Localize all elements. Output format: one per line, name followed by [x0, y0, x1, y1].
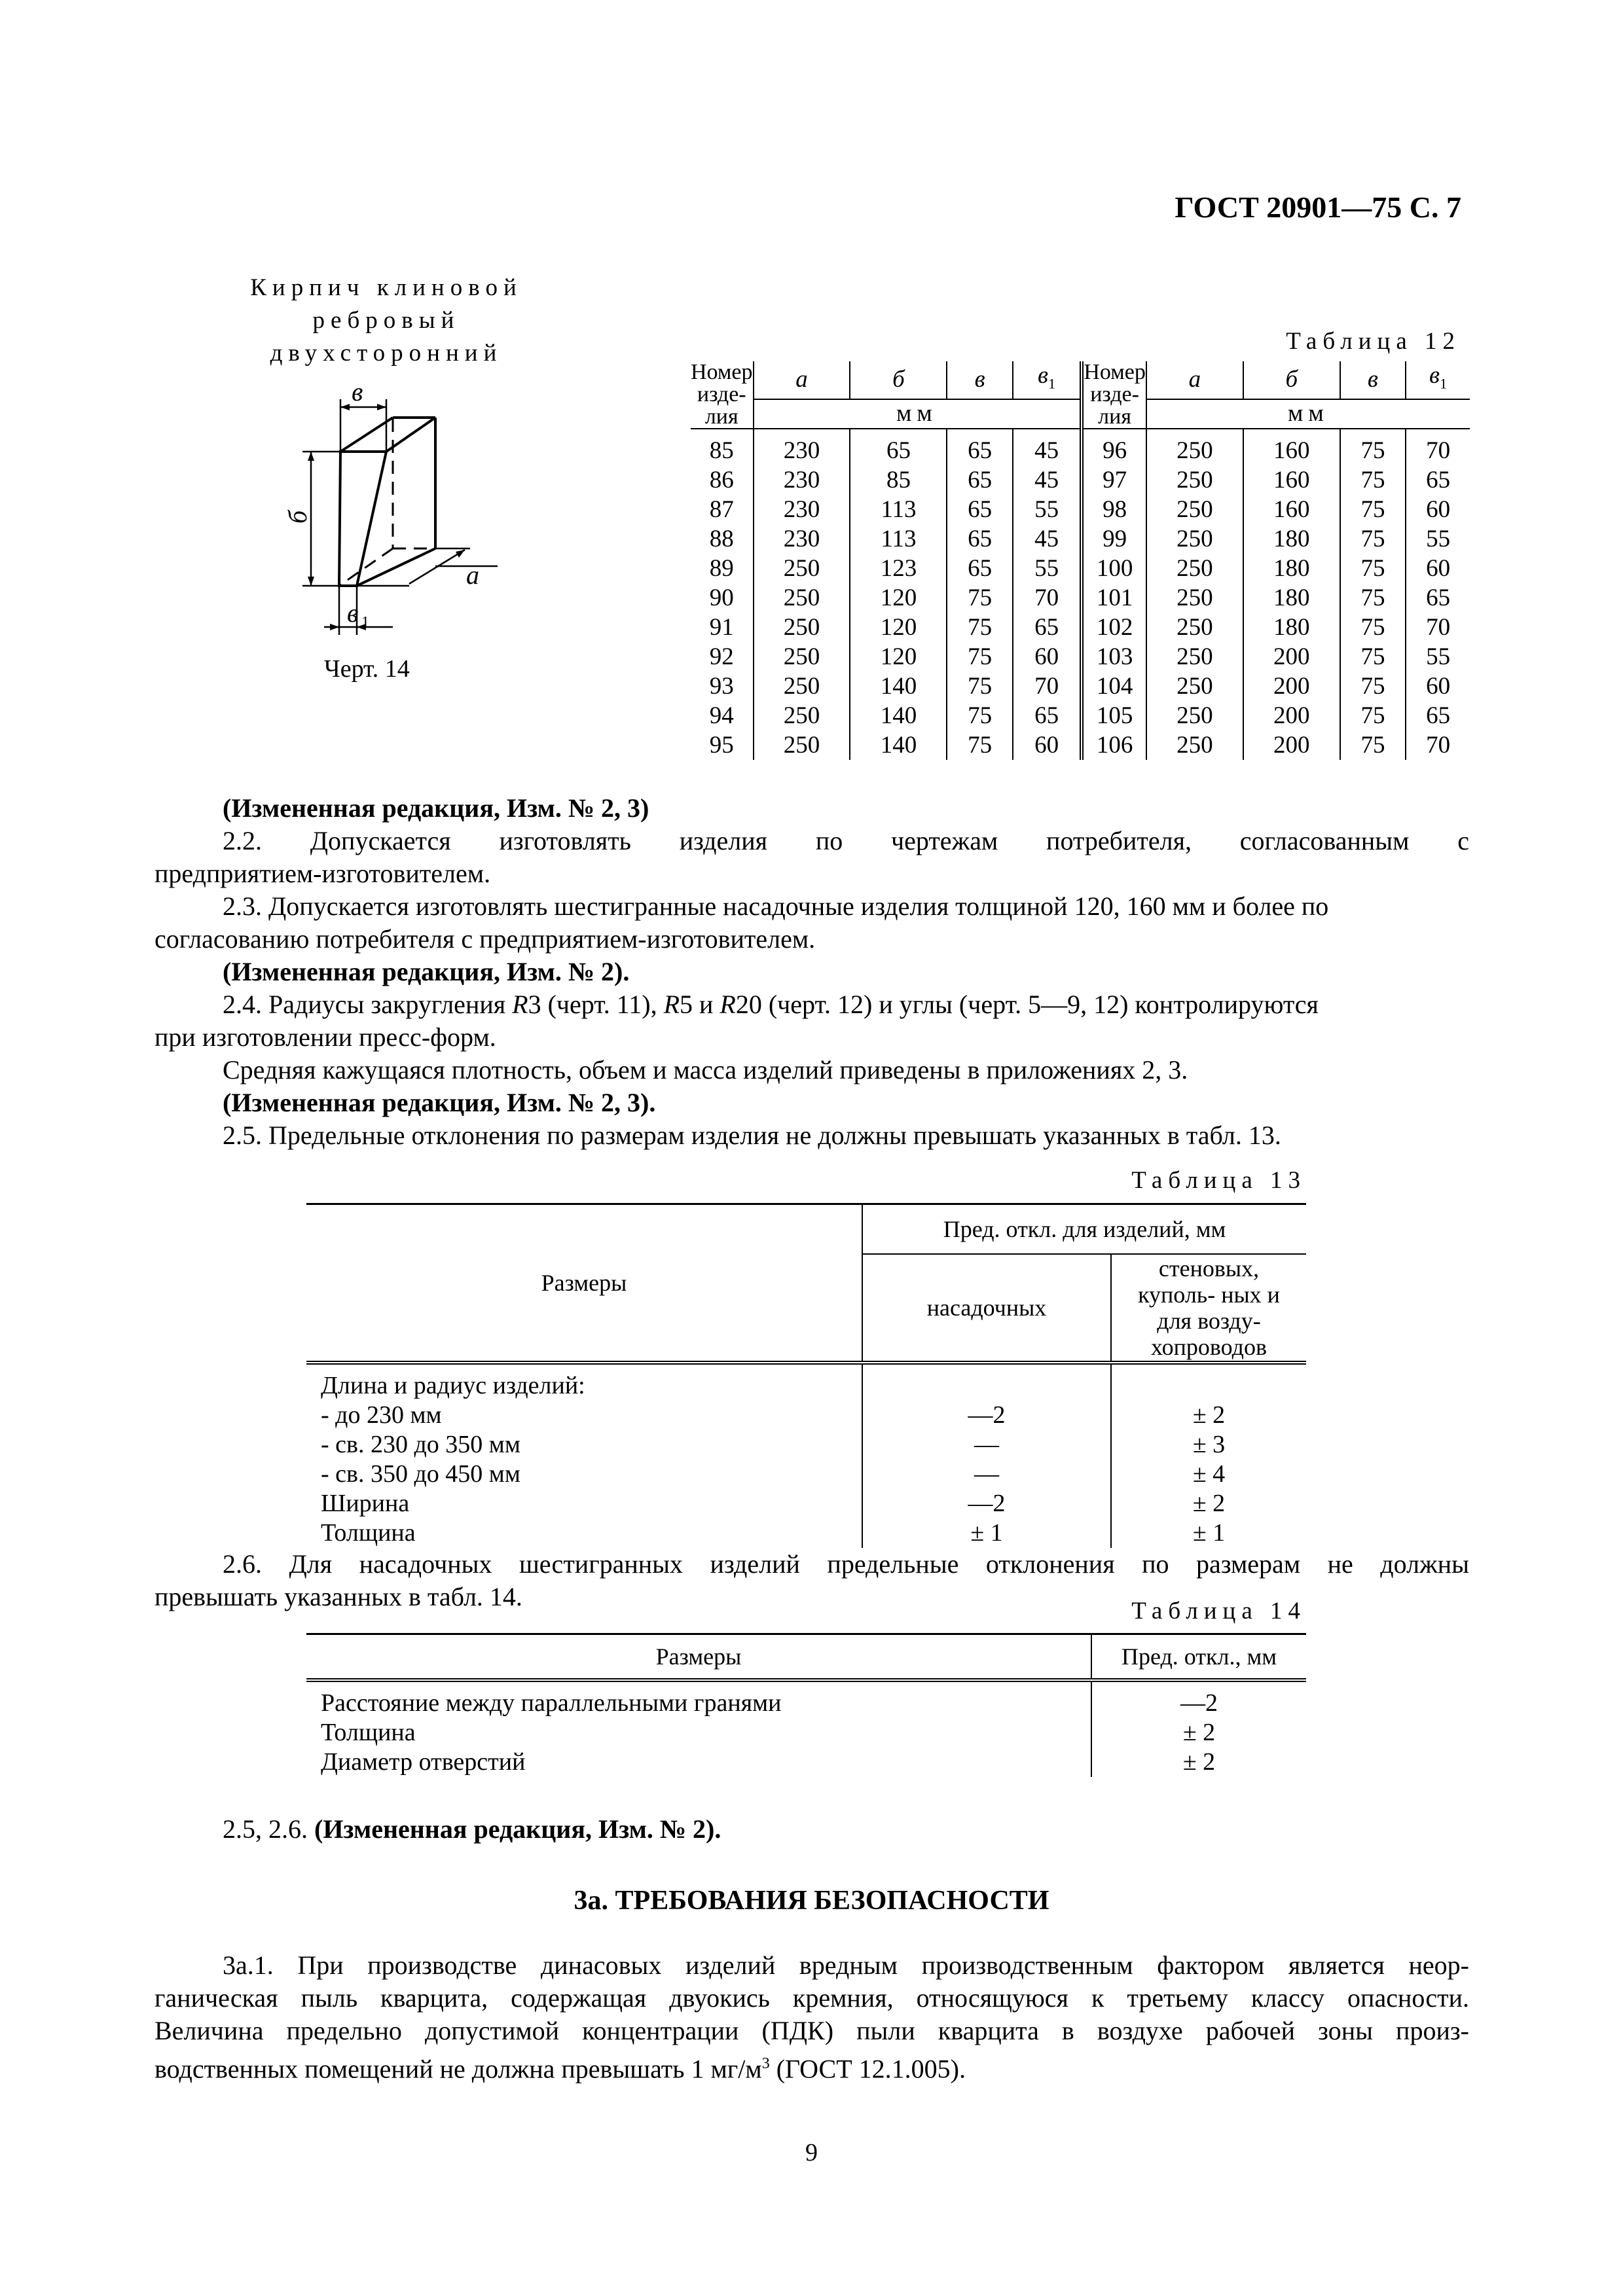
paragraph-2-4-line1: 2.4. Радиусы закругления R3 (черт. 11), R5 и R20 (черт. 12) и углы (черт. 5—9, 12) контролируются [223, 990, 1319, 1019]
table12-cell: 99 [1082, 524, 1146, 554]
table12-cell: 100 [1082, 554, 1146, 583]
table12-cell: 65 [1406, 583, 1470, 613]
table13-cell: ± 3 [1111, 1430, 1306, 1460]
table12-header-a: а [1146, 361, 1243, 399]
amendment-note: (Измененная редакция, Изм. № 2, 3). [223, 1088, 656, 1117]
table12-row [691, 672, 1470, 701]
table12-header-number: Номер изде- лия [691, 360, 753, 429]
table12-row [691, 495, 1470, 524]
label-v1-sub: 1 [361, 614, 369, 631]
table12-cell: 95 [709, 732, 734, 759]
table12-row [691, 429, 1470, 465]
table12-cell: 65 [850, 429, 947, 465]
table14-row [306, 1748, 1306, 1777]
table12-cell: 250 [1146, 524, 1243, 554]
table12-cell: 250 [754, 613, 850, 642]
table12-cell: 250 [1146, 583, 1243, 613]
table12-cell: 230 [754, 429, 850, 465]
table13-cell: ± 1 [862, 1518, 1111, 1548]
table12-cell: 250 [1146, 495, 1243, 524]
table12-cell: 97 [1082, 465, 1146, 495]
table12-cell: 75 [947, 701, 1012, 730]
table12-cell: 104 [1082, 672, 1146, 701]
table13-cell: - до 230 мм [321, 1401, 442, 1429]
table14-cell: —2 [1091, 1680, 1306, 1718]
table12-cell: 113 [850, 524, 947, 554]
table14-row [306, 1680, 1306, 1718]
table12-cell: 60 [1013, 642, 1082, 672]
table12-cell: 103 [1082, 642, 1146, 672]
table12-cell: 120 [850, 642, 947, 672]
paragraph-2-4-line2: при изготовлении пресс-форм. [155, 1022, 496, 1052]
table12-cell: 65 [947, 429, 1012, 465]
table12-cell: 65 [947, 524, 1012, 554]
table12-unit: мм [754, 399, 1082, 429]
paragraph-2-3-line2: согласованию потребителя с предприятием-изготовителем. [155, 924, 816, 954]
table13-row [306, 1401, 1306, 1430]
table12-row [691, 465, 1470, 495]
table12-header-a: а [754, 361, 850, 399]
table12-cell: 120 [850, 613, 947, 642]
table12-unit: мм [1146, 399, 1470, 429]
table14-row [306, 1718, 1306, 1748]
table12-cell: 250 [1146, 554, 1243, 583]
table12-cell: 75 [1340, 554, 1406, 583]
table12-cell: 106 [1082, 730, 1146, 760]
label-a: а [466, 560, 479, 590]
table12-row [691, 524, 1470, 554]
table12-header-b: б [1243, 361, 1340, 399]
table12-cell: 180 [1243, 583, 1340, 613]
table12-cell: 70 [1013, 672, 1082, 701]
table14-cell: Толщина [321, 1719, 416, 1746]
table12-cell: 75 [947, 730, 1012, 760]
table12-cell: 55 [1406, 642, 1470, 672]
table12-row [691, 701, 1470, 730]
table12-cell: 75 [1340, 524, 1406, 554]
table12-cell: 55 [1013, 554, 1082, 583]
table12-row [691, 583, 1470, 613]
table12-cell: 75 [1340, 429, 1406, 465]
table12-cell: 55 [1013, 495, 1082, 524]
table13-header-stenovyh: стеновых, куполь- ных и для возду- хопроводов [1111, 1254, 1306, 1363]
table12-cell: 75 [1340, 701, 1406, 730]
table13-cell: ± 2 [1111, 1489, 1306, 1518]
table12-cell: 75 [1340, 730, 1406, 760]
table14-cell: ± 2 [1091, 1718, 1306, 1748]
table12-cell: 160 [1243, 429, 1340, 465]
table12-cell: 75 [947, 613, 1012, 642]
page-number: 9 [805, 2139, 818, 2166]
table12-cell: 140 [850, 730, 947, 760]
paragraph-3a-1-line3: Величина предельно допустимой концентрации (ПДК) пыли кварцита в воздухе рабочей зоны произ- [155, 2016, 1469, 2045]
table14-header-deviation: Пред. откл., мм [1091, 1634, 1306, 1681]
table12-cell: 160 [1243, 495, 1340, 524]
figure-caption: Черт. 14 [324, 655, 410, 683]
table12-cell: 180 [1243, 554, 1340, 583]
table12-cell: 55 [1406, 524, 1470, 554]
table13-cell: ± 2 [1111, 1401, 1306, 1430]
table13-header-sizes: Размеры [306, 1204, 862, 1363]
table12-cell: 75 [1340, 465, 1406, 495]
table14-header-sizes: Размеры [306, 1634, 1091, 1681]
paragraph-3a-1-line1: 3а.1. При производстве динасовых изделий вредным производственным фактором является неор- [223, 1950, 1469, 1980]
table14-cell: ± 2 [1091, 1748, 1306, 1777]
label-v: в [352, 377, 363, 406]
table12-cell: 140 [850, 701, 947, 730]
amendment-note-2-5-2-6: 2.5, 2.6. (Измененная редакция, Изм. № 2). [223, 1814, 721, 1844]
table12-cell: 200 [1243, 642, 1340, 672]
table12-cell: 93 [709, 673, 734, 700]
table12-cell: 75 [1340, 642, 1406, 672]
table12-cell: 75 [1340, 672, 1406, 701]
paragraph-2-3-line1: 2.3. Допускается изготовлять шестигранные насадочные изделия толщиной 120, 160 мм и более по [223, 891, 1329, 921]
table12-cell: 70 [1013, 583, 1082, 613]
table12-cell: 70 [1406, 429, 1470, 465]
document-header: ГОСТ 20901—75 С. 7 [1175, 190, 1461, 224]
table12-cell: 200 [1243, 672, 1340, 701]
paragraph-2-6-line1: 2.6. Для насадочных шестигранных изделий предельные отклонения по размерам не должны [223, 1549, 1469, 1579]
table13-cell: Ширина [321, 1490, 410, 1517]
table12-cell: 105 [1082, 701, 1146, 730]
table13-cell: —2 [862, 1401, 1111, 1430]
table12-cell: 180 [1243, 524, 1340, 554]
table12-row [691, 642, 1470, 672]
paragraph-3a-1-line4: водственных помещений не должна превышать 1 $мг/м^3$ (ГОСТ 12.1.005). [155, 2054, 966, 2084]
table12-cell: 75 [1340, 495, 1406, 524]
amendment-note: (Измененная редакция, Изм. № 2). [223, 957, 630, 986]
table12-cell: 250 [1146, 672, 1243, 701]
table12-cell: 250 [1146, 701, 1243, 730]
table12-cell: 89 [709, 555, 734, 582]
table12-cell: 250 [1146, 642, 1243, 672]
table12-header-v: в [1340, 361, 1406, 399]
figure-title [216, 272, 556, 370]
table13-cell: — [862, 1430, 1111, 1460]
table12-cell: 86 [709, 467, 734, 493]
table13-cell: —2 [862, 1489, 1111, 1518]
table14 [306, 1633, 1306, 1777]
table12-header-number: Номер изде- лия [1082, 361, 1146, 429]
table12-cell: 123 [850, 554, 947, 583]
table12-cell: 90 [709, 584, 734, 611]
label-b: б [283, 510, 312, 524]
table12-cell: 75 [1340, 583, 1406, 613]
table13-cell: - св. 350 до 450 мм [321, 1460, 520, 1488]
table12-cell: 250 [754, 642, 850, 672]
table14-caption: Таблица 14 [1131, 1598, 1306, 1624]
table12-cell: 113 [850, 495, 947, 524]
table12-cell: 65 [1406, 701, 1470, 730]
table12-cell: 230 [754, 495, 850, 524]
table12-cell: 75 [947, 672, 1012, 701]
table12-row [691, 730, 1470, 760]
table12-cell: 70 [1406, 730, 1470, 760]
table12-cell: 120 [850, 583, 947, 613]
table12-cell: 250 [754, 730, 850, 760]
table13-caption: Таблица 13 [1131, 1167, 1306, 1194]
table12-cell: 140 [850, 672, 947, 701]
table12-cell: 250 [754, 672, 850, 701]
figure-title-line: ребровый [312, 307, 460, 334]
table12-cell: 60 [1406, 672, 1470, 701]
table12-cell: 75 [947, 642, 1012, 672]
table12-cell: 65 [947, 495, 1012, 524]
table12-cell: 60 [1406, 554, 1470, 583]
table12-cell: 60 [1013, 730, 1082, 760]
table12-header-v1: $в_1$ [1013, 361, 1082, 399]
table12-header-v: в [947, 361, 1012, 399]
paragraph-2-2-line2: предприятием-изготовителем. [155, 859, 491, 888]
table12-cell: 250 [1146, 613, 1243, 642]
table12-cell: 96 [1082, 429, 1146, 465]
table13-cell [1111, 1363, 1306, 1401]
brick-drawing [262, 376, 537, 651]
table12-cell: 180 [1243, 613, 1340, 642]
table12-cell: 94 [709, 702, 734, 729]
table12-cell: 250 [1146, 730, 1243, 760]
table12-cell: 250 [1146, 465, 1243, 495]
table12-cell: 85 [709, 437, 734, 464]
table13-row [306, 1489, 1306, 1518]
table12-cell: 200 [1243, 730, 1340, 760]
table12-cell: 85 [850, 465, 947, 495]
table12-cell: 92 [709, 643, 734, 670]
table12-cell: 160 [1243, 465, 1340, 495]
table13-cell: ± 4 [1111, 1460, 1306, 1489]
table13-cell: - св. 230 до 350 мм [321, 1431, 520, 1458]
table13-cell [862, 1363, 1111, 1401]
paragraph-density: Средняя кажущаяся плотность, объем и масса изделий приведены в приложениях 2, 3. [223, 1055, 1188, 1085]
table13-cell: — [862, 1460, 1111, 1489]
table14-cell: Диаметр отверстий [321, 1748, 526, 1776]
table12-cell: 87 [709, 496, 734, 523]
table12-header-b: б [850, 361, 947, 399]
table13-row [306, 1460, 1306, 1489]
table12-cell: 70 [1406, 613, 1470, 642]
section-title: 3а. ТРЕБОВАНИЯ БЕЗОПАСНОСТИ [574, 1886, 1049, 1916]
table12-cell: 101 [1082, 583, 1146, 613]
table12-cell: 250 [754, 554, 850, 583]
table12-cell: 45 [1013, 465, 1082, 495]
table12-cell: 230 [754, 524, 850, 554]
paragraph-2-6-line2: превышать указанных в табл. 14. [155, 1582, 522, 1611]
table12-row [691, 613, 1470, 642]
table14-cell: Расстояние между параллельными гранями [321, 1689, 782, 1717]
paragraph-2-5: 2.5. Предельные отклонения по размерам изделия не должны превышать указанных в табл. 13. [223, 1121, 1281, 1150]
table13-row [306, 1518, 1306, 1548]
table12-cell: 65 [1013, 701, 1082, 730]
table12-row [691, 554, 1470, 583]
table12-caption: Таблица 12 [1286, 328, 1461, 355]
table12-cell: 98 [1082, 495, 1146, 524]
figure-title-line: Кирпич клиновой [250, 274, 522, 301]
table12-cell: 250 [754, 583, 850, 613]
table12-cell: 45 [1013, 429, 1082, 465]
table12-cell: 88 [709, 526, 734, 552]
table12 [691, 361, 1470, 760]
table13-header-group: Пред. откл. для изделий, мм [862, 1204, 1306, 1255]
table12-cell: 45 [1013, 524, 1082, 554]
table13-header-nasadochnyh: насадочных [862, 1254, 1111, 1363]
table12-cell: 250 [754, 701, 850, 730]
table12-cell: 65 [947, 465, 1012, 495]
table12-cell: 102 [1082, 613, 1146, 642]
table12-cell: 60 [1406, 495, 1470, 524]
table13-cell: Толщина [321, 1519, 416, 1547]
table13-cell: Длина и радиус изделий: [321, 1372, 585, 1399]
label-v1: в [347, 598, 359, 628]
figure-title-line: двухсторонний [270, 340, 503, 367]
paragraph-3a-1-line2: ганическая пыль кварцита, содержащая двуокись кремния, относящуюся к третьему классу опасности. [155, 1983, 1469, 2013]
table12-cell: 65 [1406, 465, 1470, 495]
table12-cell: 230 [754, 465, 850, 495]
table12-cell: 250 [1146, 429, 1243, 465]
table12-header-v1: $в_1$ [1406, 361, 1470, 399]
amendment-note: (Измененная редакция, Изм. № 2, 3) [223, 793, 649, 823]
table12-cell: 75 [1340, 613, 1406, 642]
table12-cell: 75 [947, 583, 1012, 613]
table12-cell: 200 [1243, 701, 1340, 730]
table12-cell: 65 [1013, 613, 1082, 642]
table12-cell: 91 [709, 614, 734, 641]
paragraph-2-2-line1: 2.2. Допускается изготовлять изделия по чертежам потребителя, согласованным с [223, 826, 1469, 855]
table13-row [306, 1430, 1306, 1460]
table13-cell: ± 1 [1111, 1518, 1306, 1548]
table13 [306, 1203, 1306, 1548]
table13-row [306, 1363, 1306, 1401]
table12-cell: 65 [947, 554, 1012, 583]
